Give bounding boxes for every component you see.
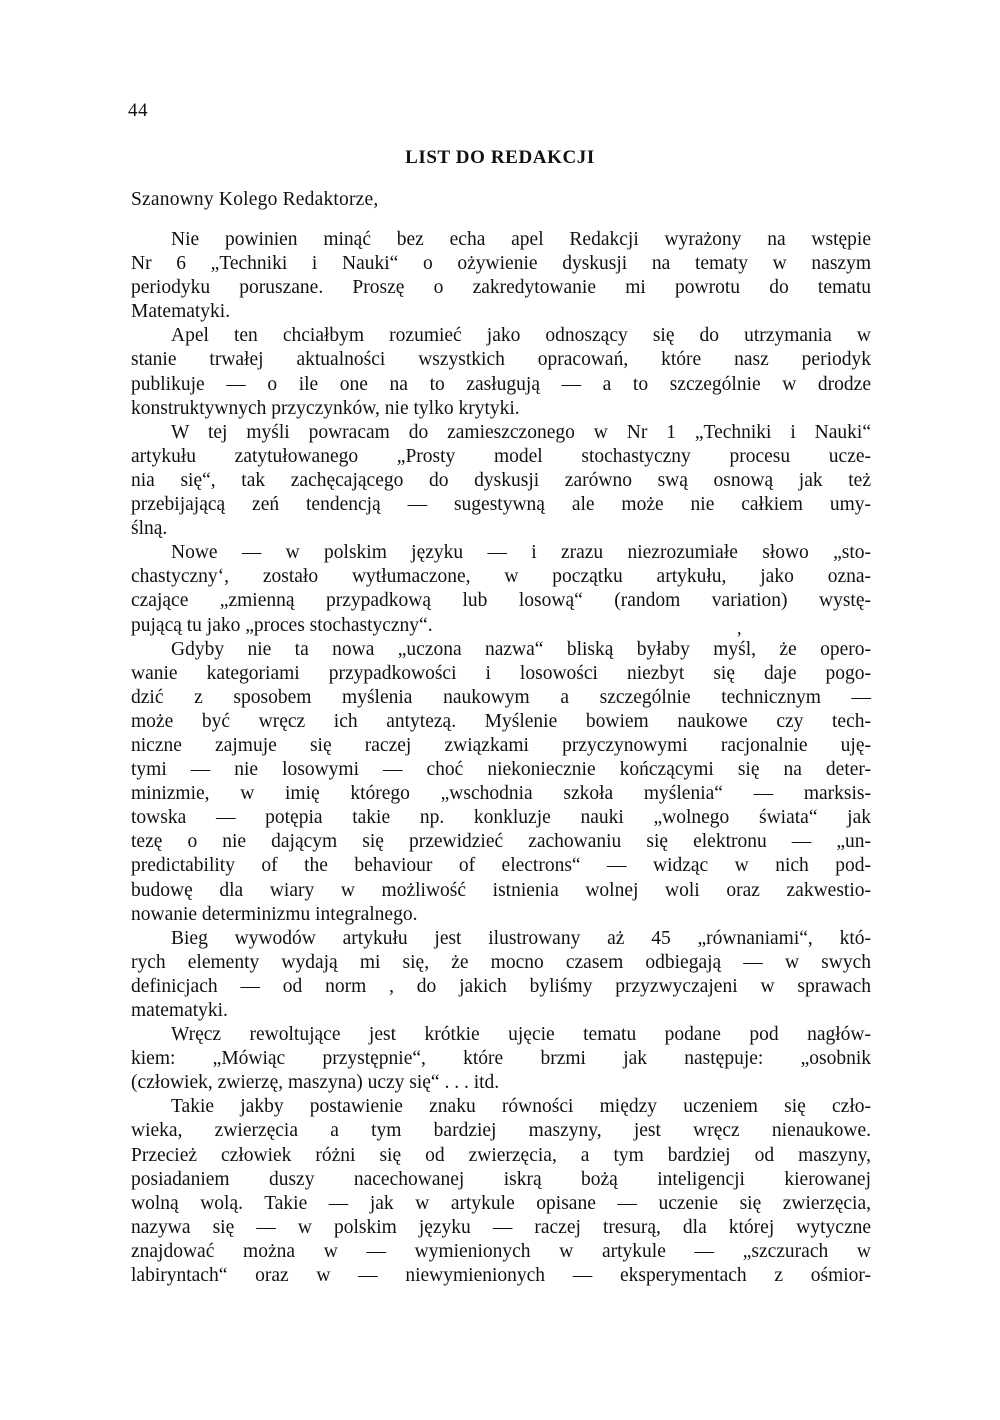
text-line: Gdyby nie ta nowa „uczona nazwa“ bliską byłaby myśl, że opero- — [171, 638, 871, 660]
text-line: czające „zmienną przypadkową lub losową“ (random variation) wystę- — [131, 590, 871, 612]
text-line: konstruktywnych przyczynków, nie tylko krytyki. — [131, 397, 520, 419]
text-line: ślną. — [131, 518, 168, 540]
text-line: Nr 6 „Techniki i Nauki“ o ożywienie dyskusji na tematy w naszym — [131, 253, 871, 275]
text-line: Matematyki. — [131, 301, 231, 323]
text-line: Wręcz rewoltujące jest krótkie ujęcie tematu podane pod nagłów- — [171, 1024, 871, 1046]
text-line: W tej myśli powracam do zamieszczonego w Nr 1 „Techniki i Nauki“ — [171, 421, 871, 443]
paragraph — [131, 1095, 871, 1288]
salutation: Szanowny Kolego Redaktorze, — [131, 189, 379, 210]
paragraph — [131, 638, 871, 927]
text-line: budowę dla wiary w możliwość istnienia wolnej woli oraz zakwestio- — [131, 879, 871, 901]
text-line: matematyki. — [131, 1000, 228, 1021]
text-line: znajdować można w — wymienionych w artykule — „szczurach w — [131, 1240, 871, 1262]
text-line: kiem: „Mówiąc przystępnie“, które brzmi jak następuje: „osobnik — [131, 1048, 871, 1070]
paragraph — [131, 421, 871, 541]
letter-body — [131, 228, 871, 1288]
text-line: towska — potępia takie np. konkluzje nauki „wolnego świata“ jak — [131, 807, 871, 829]
text-line: wieka, zwierzęcia a tym bardziej maszyny, jest wręcz nienaukowe. — [131, 1120, 871, 1142]
print-artifact-mark: , — [737, 618, 742, 638]
text-line: chastyczny‘, zostało wytłumaczone, w początku artykułu, jako ozna- — [131, 566, 871, 588]
text-line: wanie kategoriami przypadkowości i losowości niezbyt się daje pogo- — [131, 662, 871, 684]
text-line: labiryntach“ oraz w — niewymienionych — eksperymentach z ośmior- — [131, 1265, 871, 1287]
text-line: przebijającą zeń tendencją — sugestywną ale może nie całkiem umy- — [131, 494, 871, 516]
paragraph — [131, 1023, 871, 1095]
text-line: tezę o nie dającym się przewidzieć zachowaniu się elektronu — „un- — [131, 831, 871, 853]
paragraph — [131, 324, 871, 420]
text-line: może być wręcz ich antytezą. Myślenie bowiem naukowe czy tech- — [131, 710, 871, 732]
text-line: predictability of the behaviour of electrons“ — widząc w nich pod- — [131, 855, 871, 877]
text-line: Nie powinien minąć bez echa apel Redakcji wyrażony na wstępie — [171, 229, 871, 250]
text-line: rych elementy wydają mi się, że mocno czasem odbiegają — w swych — [131, 951, 871, 973]
text-line: nia się“, tak zachęcającego do dyskusji zarówno swą osnową jak też — [131, 469, 871, 491]
text-line: minizmie, w imię którego „wschodnia szkoła myślenia“ — marksis- — [131, 783, 871, 805]
text-line: dzić z sposobem myślenia naukowym a szczególnie technicznym — — [131, 686, 871, 708]
text-line: definicjach — od norm , do jakich byliśmy przyzwyczajeni w sprawach — [131, 975, 871, 997]
page-number: 44 — [128, 100, 148, 121]
paragraph — [131, 541, 871, 637]
text-line: Bieg wywodów artykułu jest ilustrowany aż 45 „równaniami“, któ- — [171, 927, 871, 949]
text-line: artykułu zatytułowanego „Prosty model stochastyczny procesu ucze- — [131, 445, 871, 467]
text-line: tymi — nie losowymi — choć niekoniecznie kończącymi się na deter- — [131, 759, 871, 781]
text-line: stanie trwałej aktualności wszystkich opracowań, które nasz periodyk — [131, 349, 871, 371]
page-title: LIST DO REDAKCJI — [405, 147, 595, 168]
paragraph — [131, 228, 871, 324]
text-line: Przecież człowiek różni się od zwierzęcia, a tym bardziej od maszyny, — [131, 1144, 871, 1166]
text-line: pującą tu jako „proces stochastyczny“. — [131, 614, 433, 636]
text-line: Takie jakby postawienie znaku równości między uczeniem się czło- — [171, 1096, 871, 1118]
text-line: (człowiek, zwierzę, maszyna) uczy się“ . . . itd. — [131, 1072, 500, 1094]
paragraph — [131, 927, 871, 1023]
text-line: Nowe — w polskim języku — i zrazu niezrozumiałe słowo „sto- — [171, 542, 871, 564]
text-line: publikuje — o ile one na to zasługują — a to szczególnie w drodze — [131, 373, 871, 395]
text-line: nazywa się — w polskim języku — raczej tresurą, dla której wytyczne — [131, 1216, 871, 1238]
text-line: posiadaniem duszy nacechowanej iskrą bożą inteligencji kierowanej — [131, 1168, 871, 1190]
text-line: periodyku poruszane. Proszę o zakredytowanie mi powrotu do tematu — [131, 277, 871, 299]
text-line: Apel ten chciałbym rozumieć jako odnoszący się do utrzymania w — [171, 325, 871, 347]
text-line: nowanie determinizmu integralnego. — [131, 903, 418, 925]
text-line: niczne zajmuje się raczej związkami przyczynowymi racjonalnie uję- — [131, 734, 871, 756]
text-line: wolną wolą. Takie — jak w artykule opisane — uczenie się zwierzęcia, — [131, 1192, 871, 1214]
